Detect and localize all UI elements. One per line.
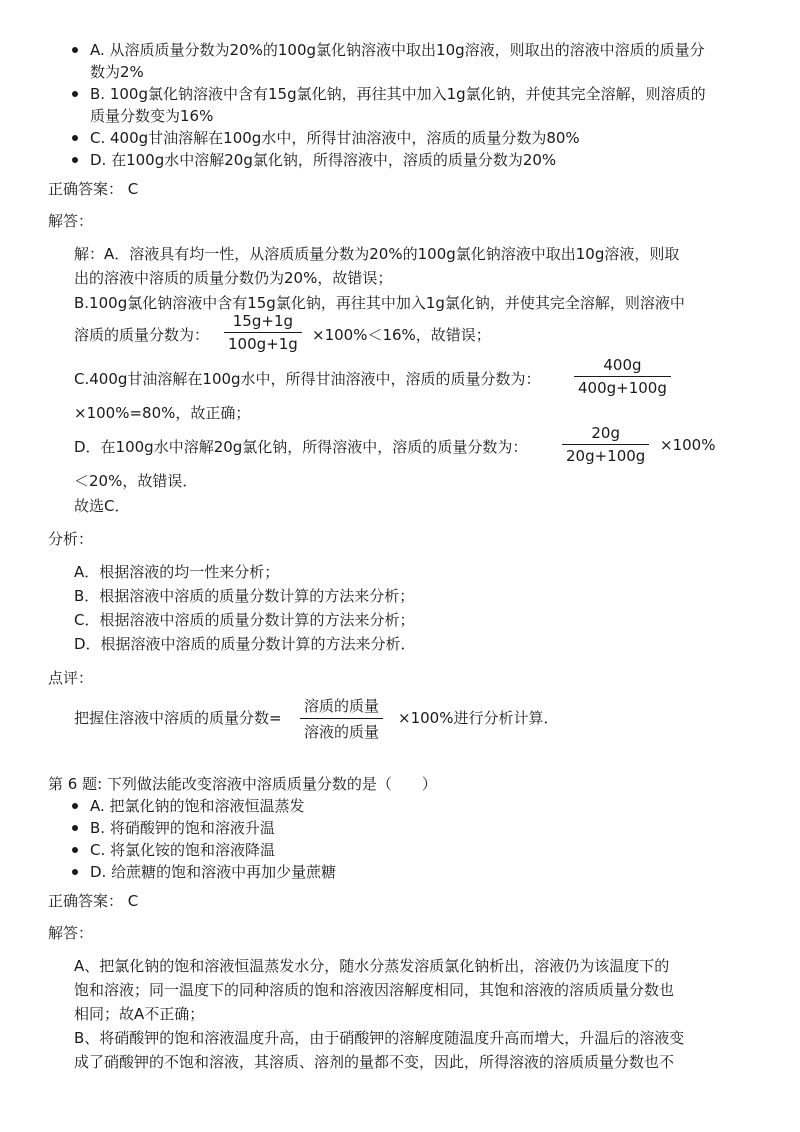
fraction-c-denominator: 400g+100g (578, 379, 667, 397)
fraction-d-denominator: 20g+100g (566, 447, 646, 465)
bullet-icon (72, 869, 78, 875)
q6-answer: 正确答案： C (48, 892, 139, 910)
fraction-c (574, 356, 671, 397)
fraction-b (224, 312, 302, 353)
q5-analysis-a: A．根据溶液的均一性来分析； (74, 563, 280, 581)
q5-solution-b-line1: B.100g氯化钠溶液中含有15g氯化钠，再往其中加入1g氯化钠，并使其完全溶解，则溶液中 (74, 294, 685, 312)
fraction-comment (300, 695, 383, 742)
q5-solution-b-line2-pre: 溶质的质量分数为： (74, 326, 210, 344)
q6-option-b: B. 将硝酸钾的饱和溶液升温 (68, 817, 760, 839)
q6-option-c: C. 将氯化铵的饱和溶液降温 (68, 839, 760, 861)
q5-option-c: C. 400g甘油溶解在100g水中，所得甘油溶液中，溶质的质量分数为80% (68, 127, 760, 149)
q5-solution-b-line2-post: ×100%＜16%，故错误； (312, 326, 491, 344)
q5-solution-d-line2: ＜20%，故错误． (74, 472, 198, 490)
q5-analysis-label: 分析： (48, 530, 94, 548)
q5-option-d: D. 在100g水中溶解20g氯化钠，所得溶液中，溶质的质量分数为20% (68, 149, 760, 171)
q6-option-a: A. 把氯化钠的饱和溶液恒温蒸发 (68, 795, 760, 817)
bullet-icon (72, 91, 78, 97)
q6-solution-line: A、把氯化钠的饱和溶液恒温蒸发水分，随水分蒸发溶质氯化钠析出，溶液仍为该温度下的 (74, 957, 670, 975)
fraction-b-denominator: 100g+1g (228, 335, 298, 353)
bullet-icon (72, 157, 78, 163)
q5-comment-pre: 把握住溶液中溶质的质量分数= (74, 709, 282, 727)
q5-solution-a-line1: 解：A．溶液具有均一性，从溶质质量分数为20%的100g氯化钠溶液中取出10g溶液，则取 (74, 245, 680, 263)
q5-options (68, 39, 760, 171)
bullet-icon (72, 847, 78, 853)
q5-conclusion: 故选C． (74, 497, 130, 515)
q5-solution-c-line2: ×100%=80%，故正确； (74, 404, 251, 422)
q5-option-a: A. 从溶质质量分数为20%的100g氯化钠溶液中取出10g溶液，则取出的溶液中溶质的质量分 数为2% (68, 39, 760, 83)
q5-solution-c-line1: C.400g甘油溶解在100g水中，所得甘油溶液中，溶质的质量分数为： (74, 370, 541, 388)
q6-options (68, 795, 760, 883)
fraction-b-numerator: 15g+1g (232, 312, 294, 330)
fraction-comment-numerator: 溶质的质量 (304, 697, 380, 715)
q6-solution-line: 成了硝酸钾的不饱和溶液，其溶质、溶剂的量都不变，因此，所得溶液的溶质质量分数也不 (74, 1053, 675, 1071)
bullet-icon (72, 803, 78, 809)
q5-analysis-b: B．根据溶液中溶质的质量分数计算的方法来分析； (74, 587, 415, 605)
q6-solution-line: 饱和溶液；同一温度下的同种溶质的饱和溶液因溶解度相同，其饱和溶液的溶质质量分数也 (74, 981, 675, 999)
bullet-icon (72, 47, 78, 53)
q5-solution-d-line1: D．在100g水中溶解20g氯化钠，所得溶液中，溶质的质量分数为： (74, 438, 528, 456)
fraction-c-numerator: 400g (603, 356, 642, 374)
q5-option-b: B. 100g氯化钠溶液中含有15g氯化钠，再往其中加入1g氯化钠，并使其完全溶解，则溶质的 质量分数变为16% (68, 83, 760, 127)
fraction-d-numerator: 20g (591, 424, 620, 442)
q6-title: 第 6 题: 下列做法能改变溶液中溶质质量分数的是（ ） (48, 775, 437, 793)
q6-solution-line: 相同；故A不正确； (74, 1005, 205, 1023)
q5-solution-a-line2: 出的溶液中溶质的质量分数仍为20%，故错误； (74, 269, 393, 287)
bullet-icon (72, 825, 78, 831)
q5-solution-label: 解答： (48, 212, 94, 230)
q5-analysis-d: D．根据溶液中溶质的质量分数计算的方法来分析． (74, 635, 416, 653)
q6-solution-label: 解答： (48, 924, 94, 942)
q6-option-d: D. 给蔗糖的饱和溶液中再加少量蔗糖 (68, 861, 760, 883)
fraction-d (562, 424, 649, 465)
q5-comment-label: 点评： (48, 669, 94, 687)
q5-analysis-c: C．根据溶液中溶质的质量分数计算的方法来分析； (74, 611, 415, 629)
fraction-comment-denominator: 溶液的质量 (304, 723, 380, 741)
q6-solution-line: B、将硝酸钾的饱和溶液温度升高，由于硝酸钾的溶解度随温度升高而增大，升温后的溶液变 (74, 1029, 685, 1047)
q5-solution-d-line1-post: ×100% (660, 436, 716, 454)
q5-comment-post: ×100%进行分析计算． (398, 709, 559, 727)
q5-answer: 正确答案： C (48, 180, 139, 198)
bullet-icon (72, 135, 78, 141)
